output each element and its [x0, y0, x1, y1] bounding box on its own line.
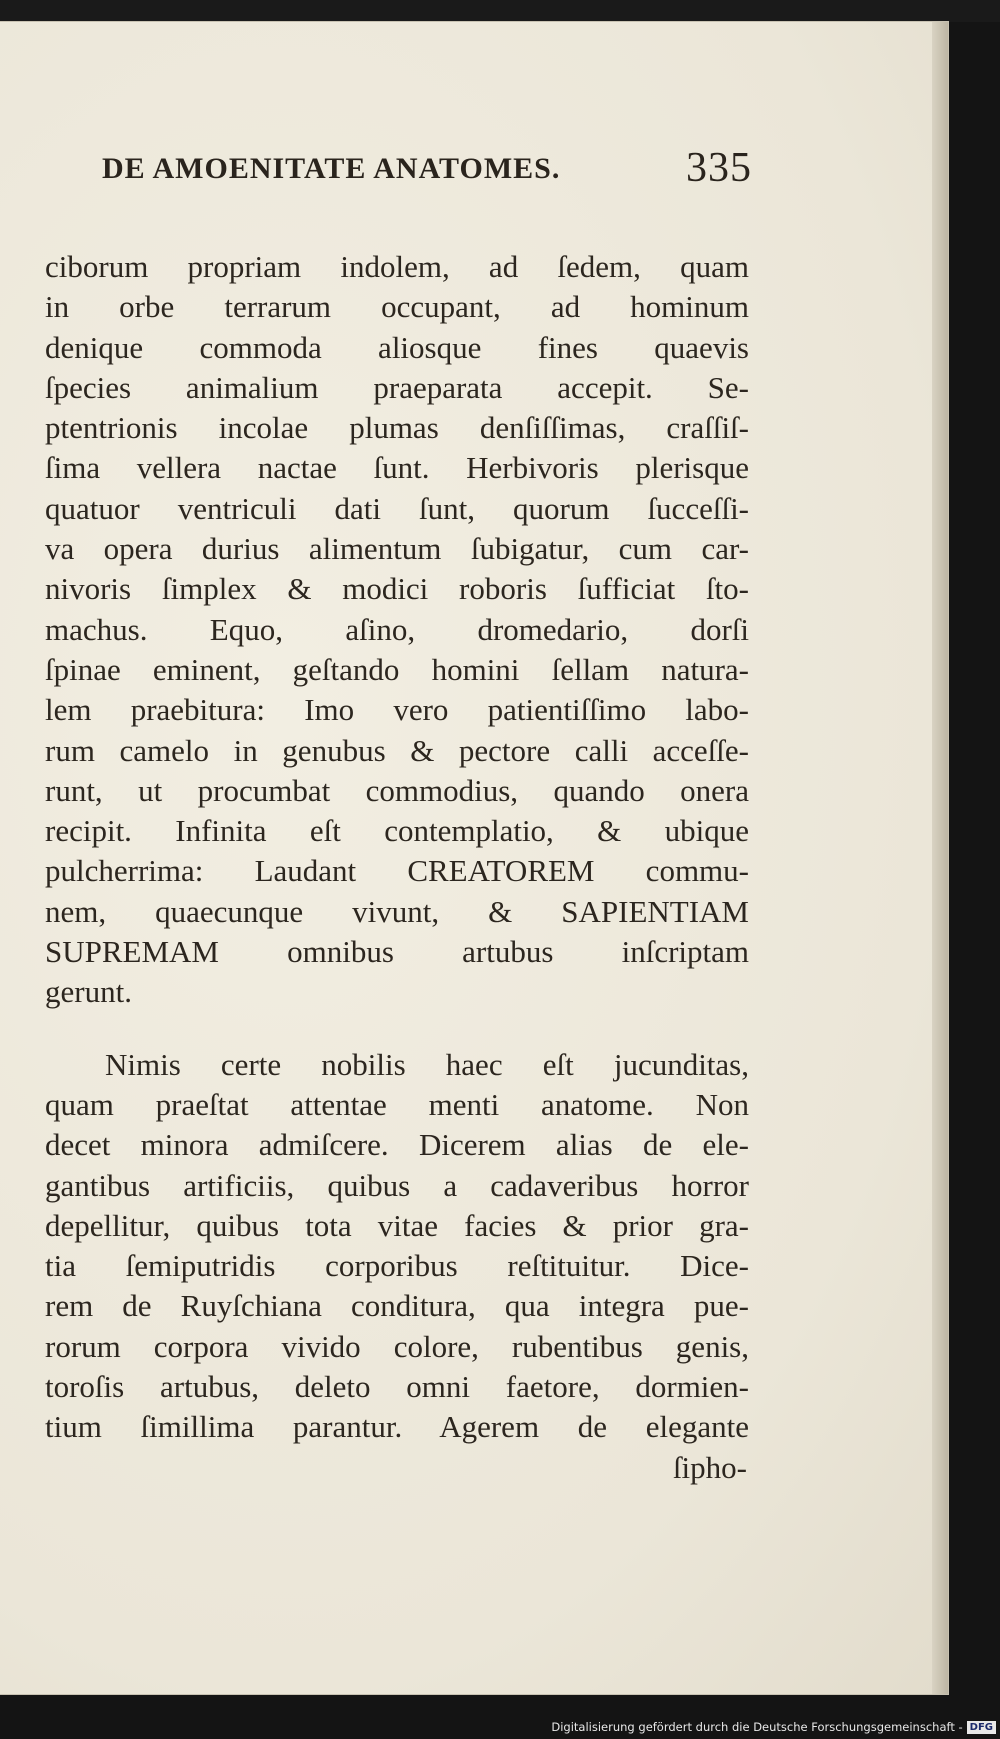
scan-background-top: [0, 0, 1000, 22]
text-line: ſpinae eminent, geſtando homini ſellam natura-: [45, 651, 749, 687]
running-head-title: DE AMOENITATE ANATOMES.: [102, 152, 561, 185]
text-line: toroſis artubus, deleto omni faetore, dormien-: [45, 1369, 749, 1405]
text-line: decet minora admiſcere. Dicerem alias de ele-: [45, 1127, 749, 1163]
text-line: nem, quaecunque vivunt, & SAPIENTIAM: [45, 893, 749, 929]
text-line: nivoris ſimplex & modici roboris ſufficiat ſto-: [45, 571, 749, 607]
text-line: rorum corpora vivido colore, rubentibus genis,: [45, 1328, 749, 1364]
page-number: 335: [686, 145, 752, 191]
text-line: tium ſimillima parantur. Agerem de elegante: [45, 1409, 749, 1445]
body-text: [45, 247, 749, 1488]
catchword: ſipho-: [672, 1449, 747, 1485]
text-line: pulcherrima: Laudant CREATOREM commu-: [45, 853, 749, 889]
text-line: rem de Ruyſchiana conditura, qua integra pue-: [45, 1288, 749, 1324]
running-head: [102, 144, 752, 194]
text-line: runt, ut procumbat commodius, quando onera: [45, 772, 749, 808]
text-line: recipit. Infinita eſt contemplatio, & ubique: [45, 813, 749, 849]
text-line: quam praeſtat attentae menti anatome. Non: [45, 1086, 749, 1122]
paragraph-gap: [45, 1013, 749, 1045]
paragraph-2: [45, 1045, 749, 1448]
text-line: va opera durius alimentum ſubigatur, cum car-: [45, 531, 749, 567]
text-line: gantibus artificiis, quibus a cadaveribus horror: [45, 1167, 749, 1203]
credit-text: Digitalisierung gefördert durch die Deutsche Forschungsgemeinschaft -: [551, 1720, 963, 1734]
text-line: rum camelo in genubus & pectore calli acceſſe-: [45, 732, 749, 768]
text-line: SUPREMAM omnibus artubus inſcriptam: [45, 934, 749, 970]
text-line: quatuor ventriculi dati ſunt, quorum ſucceſſi-: [45, 490, 749, 526]
text-line: Nimis certe nobilis haec eſt jucunditas,: [105, 1046, 749, 1082]
text-line: tia ſemiputridis corporibus reſtituitur. Dice-: [45, 1248, 749, 1284]
text-line: in orbe terrarum occupant, ad hominum: [45, 289, 749, 325]
text-line: ſpecies animalium praeparata accepit. Se-: [45, 369, 749, 405]
text-line: machus. Equo, aſino, dromedario, dorſi: [45, 611, 749, 647]
book-page: [0, 22, 948, 1694]
paragraph-1: [45, 247, 749, 1013]
page-edge-shadow: [932, 22, 948, 1694]
text-line: lem praebitura: Imo vero patientiſſimo labo-: [45, 692, 749, 728]
text-line: depellitur, quibus tota vitae facies & prior gra-: [45, 1207, 749, 1243]
text-line: ciborum propriam indolem, ad ſedem, quam: [45, 249, 749, 284]
digitization-credit: [551, 1719, 996, 1735]
dfg-logo: DFG: [967, 1721, 996, 1734]
text-line: denique commoda aliosque fines quaevis: [45, 329, 749, 365]
text-line: ptentrionis incolae plumas denſiſſimas, craſſiſ-: [45, 410, 749, 446]
text-line: gerunt.: [45, 974, 132, 1010]
text-line: ſima vellera nactae ſunt. Herbivoris plerisque: [45, 450, 749, 486]
